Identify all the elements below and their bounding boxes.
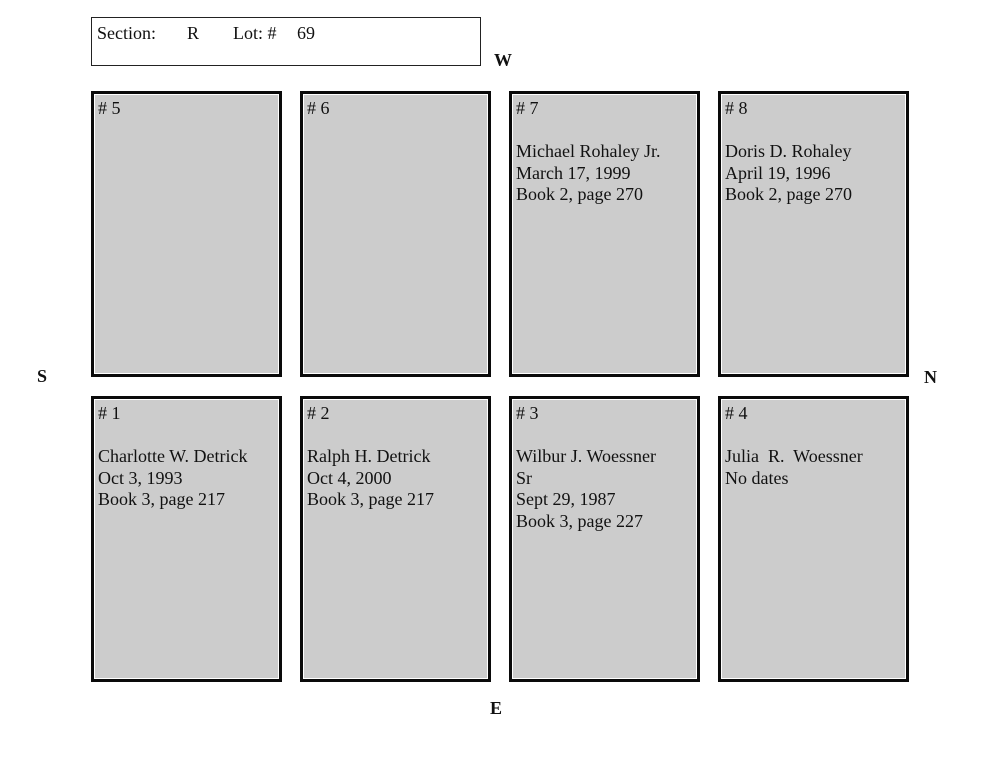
interred-name: Julia R. Woessner <box>725 446 863 466</box>
plot-6 <box>300 91 491 377</box>
record-reference: Book 2, page 270 <box>516 184 643 204</box>
plot-number: # 8 <box>725 98 748 118</box>
plot-5 <box>91 91 282 377</box>
plot-2 <box>300 396 491 682</box>
plot-number: # 3 <box>516 403 539 423</box>
section-value: R <box>187 23 200 43</box>
dates-note: No dates <box>725 467 789 488</box>
plot-1 <box>91 396 282 682</box>
compass-east: E <box>490 698 503 718</box>
plot-number: # 1 <box>98 403 121 423</box>
plot-8 <box>718 91 909 377</box>
compass-west: W <box>494 50 512 70</box>
plot-3 <box>509 396 700 682</box>
burial-date: Oct 3, 1993 <box>98 467 183 488</box>
plot-number: # 6 <box>307 98 330 118</box>
record-reference: Book 3, page 227 <box>516 510 643 531</box>
interred-name: Doris D. Rohaley <box>725 141 852 161</box>
plot-number: # 4 <box>725 403 748 423</box>
record-reference: Book 3, page 217 <box>307 489 434 509</box>
plot-7 <box>509 91 700 377</box>
interred-name: Wilbur J. Woessner <box>516 446 656 466</box>
compass-north: N <box>924 367 937 387</box>
plot-number: # 5 <box>98 98 121 118</box>
name-suffix: Sr <box>516 467 533 488</box>
compass-south: S <box>37 366 48 386</box>
plot-4 <box>718 396 909 682</box>
plot-number: # 7 <box>516 98 539 118</box>
record-reference: Book 2, page 270 <box>725 184 852 204</box>
burial-date: Oct 4, 2000 <box>307 467 392 488</box>
section-label: Section: <box>97 23 156 43</box>
interred-name: Charlotte W. Detrick <box>98 446 248 466</box>
record-reference: Book 3, page 217 <box>98 489 225 509</box>
interred-name: Michael Rohaley Jr. <box>516 141 661 161</box>
lot-label: Lot: # <box>233 23 277 43</box>
interred-name: Ralph H. Detrick <box>307 446 431 466</box>
burial-date: April 19, 1996 <box>725 162 831 183</box>
section-lot-header <box>91 17 481 66</box>
burial-date: March 17, 1999 <box>516 162 631 183</box>
lot-value: 69 <box>297 23 315 43</box>
plot-number: # 2 <box>307 403 330 423</box>
burial-date: Sept 29, 1987 <box>516 489 616 509</box>
